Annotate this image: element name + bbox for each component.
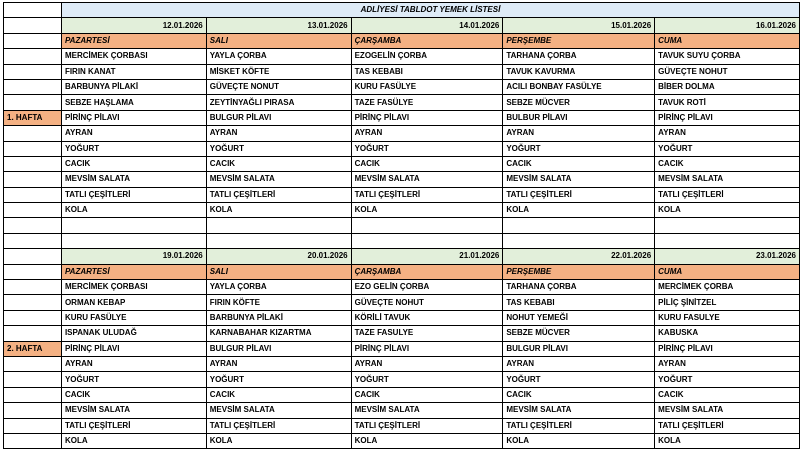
title-row <box>4 3 800 18</box>
menu-item: FIRIN KÖFTE <box>206 295 351 310</box>
week-label: 1. HAFTA <box>4 110 62 125</box>
side-cell <box>4 356 62 371</box>
menu-item: KOLA <box>206 433 351 448</box>
menu-item: MEVSİM SALATA <box>503 172 655 187</box>
side-cell <box>4 264 62 279</box>
menu-item: MEVSİM SALATA <box>655 172 800 187</box>
side-cell <box>4 156 62 171</box>
menu-item: MEVSİM SALATA <box>503 403 655 418</box>
date-cell: 12.01.2026 <box>61 18 206 33</box>
corner-cell <box>4 3 62 18</box>
side-cell <box>4 433 62 448</box>
menu-item: MERCİMEK ÇORBASI <box>61 280 206 295</box>
menu-item: YOĞURT <box>655 141 800 156</box>
menu-item: TAVUK SUYU ÇORBA <box>655 49 800 64</box>
menu-item: CACIK <box>503 156 655 171</box>
menu-item: YOĞURT <box>655 372 800 387</box>
menu-item: AYRAN <box>351 356 503 371</box>
menu-item: TAZE FASÜLYE <box>351 95 503 110</box>
menu-item: MERCİMEK ÇORBASI <box>61 49 206 64</box>
menu-item: BİBER DOLMA <box>655 79 800 94</box>
menu-item: MEVSİM SALATA <box>206 172 351 187</box>
menu-item: TATLI ÇEŞİTLERİ <box>206 187 351 202</box>
menu-item: TATLI ÇEŞİTLERİ <box>655 187 800 202</box>
day-name-cell: SALI <box>206 264 351 279</box>
menu-item: YOĞURT <box>503 372 655 387</box>
menu-item: TAZE FASULYE <box>351 326 503 341</box>
menu-item: BARBUNYA PİLAKİ <box>206 310 351 325</box>
menu-item: TAVUK KAVURMA <box>503 64 655 79</box>
menu-item: PİRİNÇ PİLAVI <box>61 341 206 356</box>
menu-item: TAS KEBABI <box>351 64 503 79</box>
menu-item: YOĞURT <box>206 372 351 387</box>
menu-item: PİRİNÇ PİLAVI <box>655 341 800 356</box>
menu-row <box>4 95 800 110</box>
menu-item: ZEYTİNYAĞLI PIRASA <box>206 95 351 110</box>
menu-item: AYRAN <box>351 126 503 141</box>
menu-item: AYRAN <box>655 126 800 141</box>
page-title: ADLİYESİ TABLDOT YEMEK LİSTESİ <box>61 3 799 18</box>
side-cell <box>4 187 62 202</box>
menu-row <box>4 64 800 79</box>
menu-item: PİRİNÇ PİLAVI <box>351 110 503 125</box>
menu-item: CACIK <box>655 387 800 402</box>
day-name-row <box>4 33 800 48</box>
side-cell <box>4 203 62 218</box>
day-name-cell: PAZARTESİ <box>61 33 206 48</box>
menu-item: PİRİNÇ PİLAVI <box>351 341 503 356</box>
menu-item: BULGUR PİLAVI <box>206 110 351 125</box>
date-cell: 23.01.2026 <box>655 249 800 264</box>
menu-item: ACILI BONBAY FASÜLYE <box>503 79 655 94</box>
menu-row <box>4 356 800 371</box>
menu-row <box>4 433 800 448</box>
date-row <box>4 18 800 33</box>
side-cell <box>4 95 62 110</box>
menu-item: TATLI ÇEŞİTLERİ <box>503 418 655 433</box>
menu-item: YAYLA ÇORBA <box>206 280 351 295</box>
menu-item: KOLA <box>61 203 206 218</box>
menu-item: KOLA <box>655 203 800 218</box>
menu-item: TATLI ÇEŞİTLERİ <box>655 418 800 433</box>
menu-item: CACIK <box>655 156 800 171</box>
menu-item: CACIK <box>206 387 351 402</box>
menu-item: TATLI ÇEŞİTLERİ <box>206 418 351 433</box>
menu-row <box>4 295 800 310</box>
side-cell <box>4 18 62 33</box>
day-name-cell: ÇARŞAMBA <box>351 264 503 279</box>
date-cell: 19.01.2026 <box>61 249 206 264</box>
menu-item: SEBZE MÜCVER <box>503 326 655 341</box>
side-cell <box>4 403 62 418</box>
menu-item: AYRAN <box>655 356 800 371</box>
side-cell <box>4 310 62 325</box>
menu-item: KURU FASÜLYE <box>61 310 206 325</box>
menu-item: KOLA <box>351 433 503 448</box>
day-name-cell: ÇARŞAMBA <box>351 33 503 48</box>
menu-item: TATLI ÇEŞİTLERİ <box>61 418 206 433</box>
menu-item: CACIK <box>351 156 503 171</box>
blank-cell <box>351 233 503 248</box>
side-cell <box>4 326 62 341</box>
side-cell <box>4 79 62 94</box>
side-cell <box>4 387 62 402</box>
menu-item: MEVSİM SALATA <box>655 403 800 418</box>
menu-item: MEVSİM SALATA <box>351 172 503 187</box>
menu-item: AYRAN <box>206 356 351 371</box>
side-cell <box>4 64 62 79</box>
day-name-cell: PERŞEMBE <box>503 33 655 48</box>
menu-item: NOHUT YEMEĞİ <box>503 310 655 325</box>
day-name-cell: PERŞEMBE <box>503 264 655 279</box>
day-name-cell: SALI <box>206 33 351 48</box>
menu-row <box>4 141 800 156</box>
menu-item: MERCİMEK ÇORBA <box>655 280 800 295</box>
date-cell: 13.01.2026 <box>206 18 351 33</box>
menu-item: CACIK <box>206 156 351 171</box>
menu-row <box>4 156 800 171</box>
menu-item: KÖRİLİ TAVUK <box>351 310 503 325</box>
menu-item: TATLI ÇEŞİTLERİ <box>351 418 503 433</box>
date-cell: 14.01.2026 <box>351 18 503 33</box>
blank-cell <box>655 218 800 233</box>
menu-item: TARHANA ÇORBA <box>503 49 655 64</box>
menu-item: KURU FASULYE <box>655 310 800 325</box>
menu-item: TATLI ÇEŞİTLERİ <box>503 187 655 202</box>
side-cell <box>4 418 62 433</box>
blank-row <box>4 218 800 233</box>
date-row <box>4 249 800 264</box>
blank-cell <box>503 218 655 233</box>
menu-item: YOĞURT <box>61 141 206 156</box>
date-cell: 16.01.2026 <box>655 18 800 33</box>
menu-row <box>4 49 800 64</box>
menu-item: TAS KEBABI <box>503 295 655 310</box>
menu-item: GÜVEÇTE NOHUT <box>351 295 503 310</box>
menu-row <box>4 126 800 141</box>
menu-table <box>3 2 800 449</box>
menu-item: KURU FASÜLYE <box>351 79 503 94</box>
menu-item: SEBZE HAŞLAMA <box>61 95 206 110</box>
menu-row <box>4 403 800 418</box>
menu-item: YOĞURT <box>503 141 655 156</box>
menu-row <box>4 280 800 295</box>
blank-cell <box>503 233 655 248</box>
menu-row <box>4 387 800 402</box>
day-name-cell: CUMA <box>655 33 800 48</box>
menu-row <box>4 110 800 125</box>
menu-item: AYRAN <box>503 356 655 371</box>
menu-item: BULGUR PİLAVI <box>503 341 655 356</box>
side-cell <box>4 249 62 264</box>
menu-item: KOLA <box>351 203 503 218</box>
menu-item: YOĞURT <box>351 141 503 156</box>
menu-item: PİRİNÇ PİLAVI <box>655 110 800 125</box>
blank-cell <box>206 218 351 233</box>
menu-row <box>4 203 800 218</box>
menu-row <box>4 341 800 356</box>
side-cell <box>4 126 62 141</box>
menu-row <box>4 187 800 202</box>
blank-row <box>4 233 800 248</box>
menu-item: YOĞURT <box>351 372 503 387</box>
side-cell <box>4 141 62 156</box>
menu-item: MEVSİM SALATA <box>351 403 503 418</box>
menu-row <box>4 172 800 187</box>
date-cell: 21.01.2026 <box>351 249 503 264</box>
menu-item: MEVSİM SALATA <box>61 403 206 418</box>
menu-item: TATLI ÇEŞİTLERİ <box>61 187 206 202</box>
menu-item: SEBZE MÜCVER <box>503 95 655 110</box>
menu-item: CACIK <box>61 387 206 402</box>
menu-item: EZOGELİN ÇORBA <box>351 49 503 64</box>
menu-row <box>4 418 800 433</box>
blank-cell <box>655 233 800 248</box>
menu-row <box>4 372 800 387</box>
day-name-cell: CUMA <box>655 264 800 279</box>
menu-item: KOLA <box>655 433 800 448</box>
menu-item: TARHANA ÇORBA <box>503 280 655 295</box>
side-cell <box>4 280 62 295</box>
menu-item: MİSKET KÖFTE <box>206 64 351 79</box>
date-cell: 15.01.2026 <box>503 18 655 33</box>
menu-item: AYRAN <box>61 126 206 141</box>
menu-item: MEVSİM SALATA <box>61 172 206 187</box>
menu-item: KOLA <box>503 203 655 218</box>
menu-item: AYRAN <box>206 126 351 141</box>
menu-item: KOLA <box>503 433 655 448</box>
day-name-cell: PAZARTESİ <box>61 264 206 279</box>
menu-item: GÜVEÇTE NONUT <box>206 79 351 94</box>
menu-item: AYRAN <box>503 126 655 141</box>
menu-item: KABUSKA <box>655 326 800 341</box>
side-cell <box>4 295 62 310</box>
menu-item: ORMAN KEBAP <box>61 295 206 310</box>
menu-item: KOLA <box>61 433 206 448</box>
menu-item: TATLI ÇEŞİTLERİ <box>351 187 503 202</box>
menu-row <box>4 79 800 94</box>
date-cell: 20.01.2026 <box>206 249 351 264</box>
menu-item: GÜVEÇTE NOHUT <box>655 64 800 79</box>
menu-item: CACIK <box>61 156 206 171</box>
menu-item: KARNABAHAR KIZARTMA <box>206 326 351 341</box>
menu-item: TAVUK ROTİ <box>655 95 800 110</box>
menu-item: BULGUR PİLAVI <box>206 341 351 356</box>
menu-item: KOLA <box>206 203 351 218</box>
menu-item: ISPANAK ULUDAĞ <box>61 326 206 341</box>
blank-cell <box>61 233 206 248</box>
menu-table-body <box>4 3 800 449</box>
side-cell <box>4 372 62 387</box>
menu-item: FIRIN KANAT <box>61 64 206 79</box>
menu-item: YOĞURT <box>61 372 206 387</box>
side-cell <box>4 49 62 64</box>
date-cell: 22.01.2026 <box>503 249 655 264</box>
menu-item: BARBUNYA PİLAKİ <box>61 79 206 94</box>
blank-cell <box>351 218 503 233</box>
menu-item: AYRAN <box>61 356 206 371</box>
menu-item: YOĞURT <box>206 141 351 156</box>
menu-item: CACIK <box>351 387 503 402</box>
menu-item: EZO GELİN ÇORBA <box>351 280 503 295</box>
day-name-row <box>4 264 800 279</box>
menu-item: YAYLA ÇORBA <box>206 49 351 64</box>
side-cell <box>4 33 62 48</box>
menu-item: PİLİÇ ŞİNİTZEL <box>655 295 800 310</box>
menu-item: MEVSİM SALATA <box>206 403 351 418</box>
blank-cell <box>206 233 351 248</box>
blank-cell <box>61 218 206 233</box>
week-label: 2. HAFTA <box>4 341 62 356</box>
menu-item: CACIK <box>503 387 655 402</box>
menu-item: PİRİNÇ PİLAVI <box>61 110 206 125</box>
menu-item: BULBUR PİLAVI <box>503 110 655 125</box>
menu-row <box>4 326 800 341</box>
side-cell <box>4 233 62 248</box>
menu-row <box>4 310 800 325</box>
side-cell <box>4 218 62 233</box>
side-cell <box>4 172 62 187</box>
